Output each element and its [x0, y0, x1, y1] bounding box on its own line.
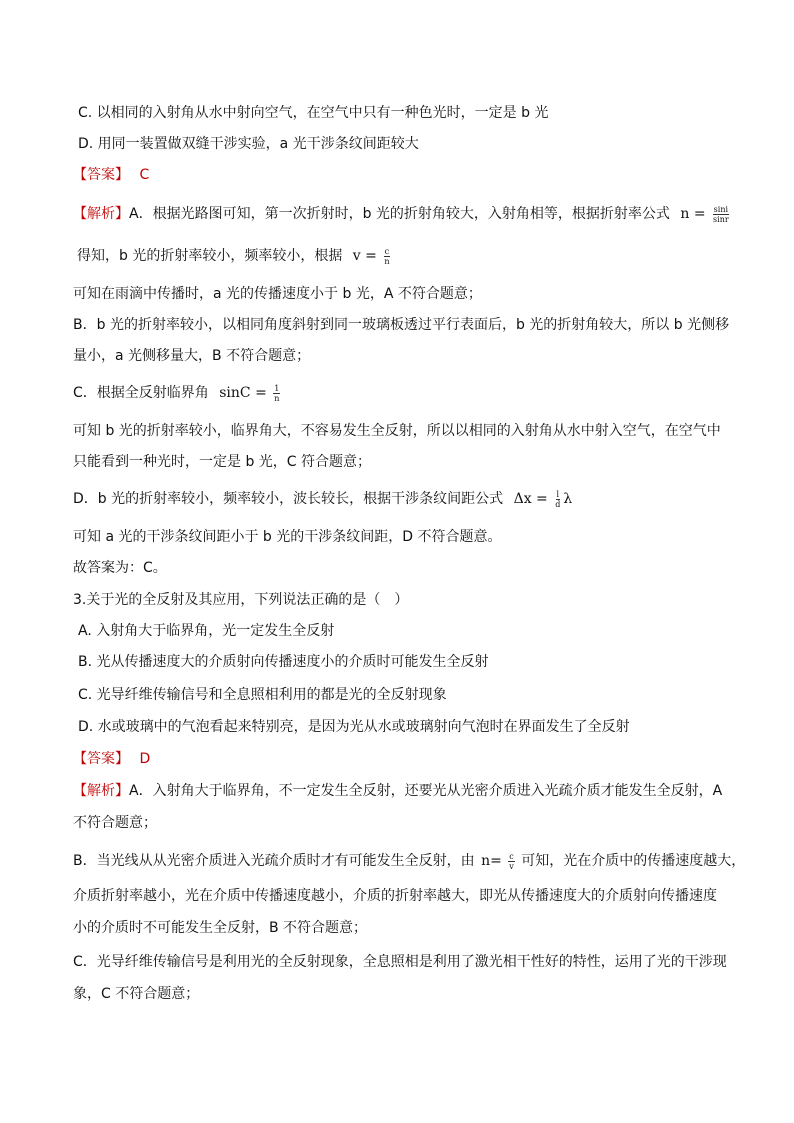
- formula-denominator: sinr: [713, 214, 729, 224]
- formula-lhs: n=: [481, 853, 502, 869]
- answer-tag: 【答案】: [73, 751, 129, 767]
- answer-value: D: [139, 751, 151, 767]
- q3-option-d: D. 水或玻璃中的气泡看起来特别亮，是因为光从水或玻璃射向气泡时在界面发生了全反射: [78, 719, 630, 735]
- analysis-text: 可知，光在介质中的传播速度越大，: [521, 853, 746, 869]
- prev-analysis-a-2: [77, 246, 393, 266]
- formula-lhs: v =: [352, 248, 377, 264]
- analysis-tag: 【解析】: [73, 206, 129, 222]
- prev-analysis-a-3: 可知在雨滴中传播时，a 光的传播速度小于 b 光，A 不符合题意；: [73, 286, 482, 302]
- prev-analysis-c-1: [73, 383, 282, 403]
- prev-conclusion: 故答案为：C。: [73, 560, 167, 576]
- prev-analysis-c-2: 可知 b 光的折射率较小，临界角大，不容易发生全反射，所以以相同的入射角从水中射入空气，在空气中: [73, 423, 721, 439]
- analysis-text: A．入射角大于临界角，不一定发生全反射，还要光从光密介质进入光疏介质才能发生全反射，A: [129, 783, 723, 799]
- formula-n-c-over-v: [481, 853, 521, 869]
- q3-analysis-a-1: [73, 781, 722, 801]
- prev-option-c: C. 以相同的入射角从水中射向空气，在空气中只有一种色光时，一定是 b 光: [78, 105, 549, 121]
- formula-denominator: v: [509, 861, 514, 871]
- q3-stem: 3.关于光的全反射及其应用，下列说法正确的是（ ）: [73, 592, 409, 608]
- q3-analysis-b-2: 介质折射率越小，光在介质中传播速度越小，介质的折射率越大，即光从传播速度大的介质射向传播速度: [73, 888, 717, 904]
- prev-analysis-d-1: [73, 489, 572, 509]
- prev-answer-line: [73, 165, 149, 185]
- formula-numerator: l: [556, 489, 560, 499]
- answer-value: C: [139, 167, 150, 183]
- prev-analysis-a-1: [73, 204, 732, 224]
- analysis-tag: 【解析】: [73, 783, 129, 799]
- q3-analysis-b-1: [73, 851, 745, 871]
- formula-lhs: Δx =: [513, 491, 548, 507]
- formula-denominator: n: [274, 393, 280, 403]
- q3-option-a: A. 入射角大于临界角，光一定发生全反射: [78, 623, 335, 639]
- prev-option-d: D. 用同一装置做双缝干涉实验，a 光干涉条纹间距较大: [78, 136, 419, 152]
- analysis-text: B．当光线从从光密介质进入光疏介质时才有可能发生全反射，由: [73, 853, 475, 869]
- formula-numerator: 1: [274, 383, 280, 393]
- formula-lhs: sinC =: [219, 385, 267, 401]
- formula-denominator: n: [384, 256, 390, 266]
- formula-numerator: sini: [713, 204, 729, 214]
- prev-analysis-b-1: B．b 光的折射率较小，以相同角度斜射到同一玻璃板透过平行表面后，b 光的折射角较大，所以 b 光侧移: [73, 317, 730, 333]
- analysis-text: 得知，b 光的折射率较小，频率较小，根据: [77, 248, 343, 264]
- q3-analysis-c-1: C．光导纤维传输信号是利用光的全反射现象，全息照相是利用了激光相干性好的特性，运用了光的干涉现: [73, 954, 727, 970]
- prev-analysis-b-2: 量小，a 光侧移量大，B 不符合题意；: [73, 348, 311, 364]
- formula-numerator: c: [509, 851, 514, 861]
- q3-analysis-a-2: 不符合题意；: [73, 815, 157, 831]
- formula-velocity: [353, 248, 393, 264]
- formula-numerator: c: [384, 246, 390, 256]
- q3-answer-line: [73, 749, 150, 769]
- analysis-text: C．根据全反射临界角: [73, 385, 209, 401]
- q3-option-b: B. 光从传播速度大的介质射向传播速度小的介质时可能发生全反射: [78, 654, 489, 670]
- q3-analysis-b-3: 小的介质时不可能发生全反射，B 不符合题意；: [73, 920, 368, 936]
- q3-analysis-c-2: 象，C 不符合题意；: [73, 986, 200, 1002]
- formula-fringe-spacing: [514, 491, 573, 507]
- q3-option-c: C. 光导纤维传输信号和全息照相利用的都是光的全反射现象: [78, 687, 447, 703]
- formula-lhs: n =: [680, 206, 706, 222]
- prev-analysis-d-2: 可知 a 光的干涉条纹间距小于 b 光的干涉条纹间距，D 不符合题意。: [73, 529, 502, 545]
- formula-refraction-index: [680, 206, 731, 222]
- formula-critical-angle: [219, 385, 282, 401]
- formula-denominator: d: [555, 499, 561, 509]
- prev-analysis-c-3: 只能看到一种光时，一定是 b 光，C 符合题意；: [73, 454, 372, 470]
- answer-tag: 【答案】: [73, 167, 129, 183]
- analysis-text: A．根据光路图可知，第一次折射时，b 光的折射角较大，入射角相等，根据折射率公式: [129, 206, 670, 222]
- formula-rhs: λ: [563, 491, 573, 507]
- analysis-text: D．b 光的折射率较小，频率较小，波长较长，根据干涉条纹间距公式: [73, 491, 504, 507]
